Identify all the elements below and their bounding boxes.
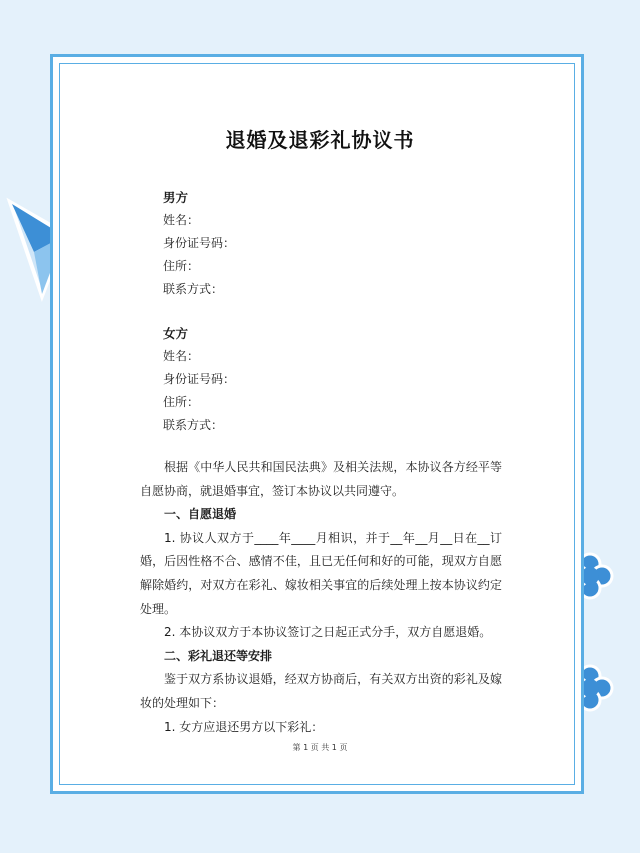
section-1-item-1: 1. 协议人双方于____年____月相识，并于__年__月__日在__订婚，后因性格不合、感情不佳，且已无任何和好的可能，现双方自愿解除婚约，对双方在彩礼、嫁妆相关事宜的后续处理上按本协议约定处理。 bbox=[140, 530, 502, 616]
section-2-heading: 二、彩礼退还等安排 bbox=[164, 648, 273, 663]
agreement-body bbox=[140, 456, 502, 739]
section-2-intro: 鉴于双方系协议退婚，经双方协商后，有关双方出资的彩礼及嫁妆的处理如下： bbox=[140, 672, 502, 710]
female-address-label: 住所： bbox=[163, 395, 200, 409]
male-name-label: 姓名： bbox=[163, 213, 200, 227]
male-party-block bbox=[163, 186, 235, 301]
male-contact-label: 联系方式： bbox=[163, 282, 224, 296]
intro-paragraph: 根据《中华人民共和国民法典》及相关法规，本协议各方经平等自愿协商，就退婚事宜，签订本协议以共同遵守。 bbox=[140, 460, 502, 498]
male-party-heading: 男方 bbox=[163, 190, 189, 205]
section-1-heading: 一、自愿退婚 bbox=[164, 507, 237, 522]
document-title: 退婚及退彩礼协议书 bbox=[225, 128, 415, 152]
section-1-item-2: 2. 本协议双方于本协议签订之日起正式分手，双方自愿退婚。 bbox=[164, 625, 492, 640]
female-contact-label: 联系方式： bbox=[163, 418, 224, 432]
female-id-label: 身份证号码： bbox=[163, 372, 236, 386]
page-number-footer: 第 1 页 共 1 页 bbox=[292, 743, 348, 752]
female-party-block bbox=[163, 322, 235, 437]
section-2-item-1: 1. 女方应退还男方以下彩礼： bbox=[164, 719, 324, 734]
female-name-label: 姓名： bbox=[163, 349, 200, 363]
male-address-label: 住所： bbox=[163, 259, 200, 273]
male-id-label: 身份证号码： bbox=[163, 236, 236, 250]
female-party-heading: 女方 bbox=[163, 326, 189, 341]
